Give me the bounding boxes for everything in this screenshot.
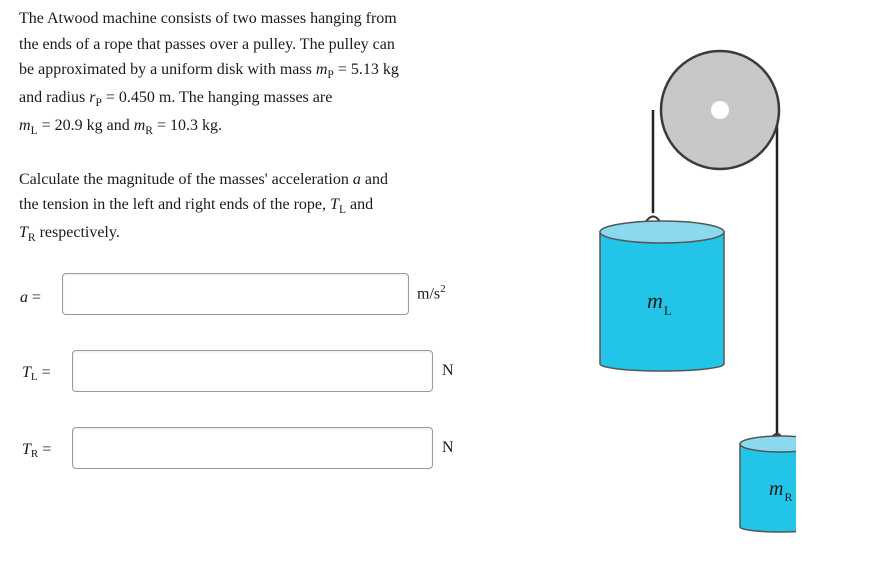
tension-left-label: TL =: [22, 364, 51, 383]
right-mass: [740, 434, 796, 532]
tension-left-unit: N: [442, 362, 454, 379]
atwood-machine-diagram: [586, 38, 796, 543]
acceleration-unit: $m/s^2$: [417, 283, 446, 303]
problem-paragraph-task: Calculate the magnitude of the masses' acceleration a and the tension in the left and right ends of the rope, $T_L$ and $T_R$ respectively.: [19, 170, 388, 244]
problem-statement: [19, 6, 469, 248]
left-mass: [600, 217, 724, 372]
right-mass-label: $m_R$: [769, 478, 793, 504]
pulley-axle: [711, 101, 729, 119]
tension-right-unit: N: [442, 439, 454, 456]
tension-left-input[interactable]: [72, 350, 433, 392]
acceleration-input[interactable]: [62, 273, 409, 315]
acceleration-label: a =: [20, 289, 42, 306]
tension-right-label: TR =: [22, 441, 52, 460]
problem-paragraph-setup: The Atwood machine consists of two masses hanging from the ends of a rope that passes over a pulley. The pulley can be approximated by a uniform disk with mass $m_P = 5.13$ kg and radius $r_P = 0.450$ m. The hanging masses are $m_L = 20.9$ kg and $m_R = 10.3$ kg.: [19, 10, 399, 137]
left-mass-label: $m_L$: [647, 288, 672, 318]
tension-right-input[interactable]: [72, 427, 433, 469]
